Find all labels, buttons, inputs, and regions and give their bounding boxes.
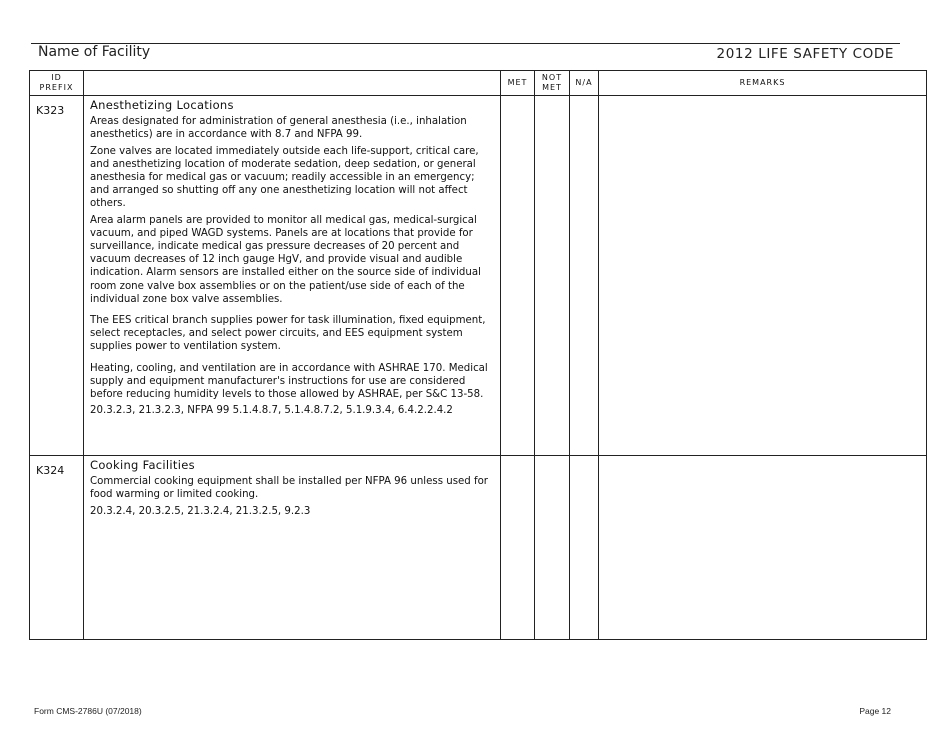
item-paragraph: Areas designated for administration of general anesthesia (i.e., inhalation anesthetics) are in accordance with 8.7 and NFPA 99. (90, 116, 467, 141)
facility-name-label: Name of Facility (38, 44, 151, 60)
col-na: N/A (570, 71, 599, 96)
col-description (84, 71, 501, 96)
header-rule (31, 43, 900, 44)
item-references: 20.3.2.3, 21.3.2.3, NFPA 99 5.1.4.8.7, 5.1.4.8.7.2, 5.1.9.3.4, 6.4.2.2.4.2 (90, 405, 453, 417)
item-paragraph: Commercial cooking equipment shall be installed per NFPA 96 unless used for food warming or limited cooking. (90, 476, 488, 501)
id-prefix-cell: K323 (30, 96, 84, 456)
na-cell[interactable] (570, 96, 599, 456)
page-number: Page 12 (859, 706, 891, 716)
met-cell[interactable] (501, 96, 535, 456)
item-paragraph: Zone valves are located immediately outside each life-support, critical care, and anesthetizing location of moderate sedation, deep sedation, or general anesthesia for medical gas or vacuum; readily accessible in an emergency; and arranged so shutting off any one anesthetizing location will not affect others. (90, 145, 479, 210)
remarks-cell[interactable] (599, 96, 927, 456)
code-title: 2012 LIFE SAFETY CODE (716, 46, 894, 62)
table-row (30, 456, 927, 640)
col-met: MET (501, 71, 535, 96)
not-met-cell[interactable] (535, 456, 570, 640)
item-references: 20.3.2.4, 20.3.2.5, 21.3.2.4, 21.3.2.5, 9.2.3 (90, 505, 311, 517)
id-prefix-cell: K324 (30, 456, 84, 640)
description-cell (84, 456, 501, 640)
table-header-row (30, 71, 927, 96)
item-paragraph: Area alarm panels are provided to monitor all medical gas, medical-surgical vacuum, and piped WAGD systems. Panels are at locations that provide for surveillance, indicate medical gas pressure decreases of 20 percent and vacuum decreases of 12 inch gauge HgV, and provide visual and audible indication. Alarm sensors are installed either on the source side of individual room zone valve box assemblies or on the patient/use side of each of the individual zone box valve assemblies. (90, 214, 481, 305)
description-cell (84, 96, 501, 456)
table-row (30, 96, 927, 456)
col-not-met: NOT MET (535, 71, 570, 96)
col-id-prefix: ID PREFIX (30, 71, 84, 96)
form-id: Form CMS-2786U (07/2018) (34, 706, 142, 716)
item-paragraph: The EES critical branch supplies power for task illumination, fixed equipment, select receptacles, and select power circuits, and EES equipment system supplies power to ventilation system. (90, 315, 486, 353)
item-paragraph: Heating, cooling, and ventilation are in accordance with ASHRAE 170. Medical supply and equipment manufacturer's instructions for use are considered before reducing humidity levels to those allowed by ASHRAE, per S&C 13-58. (90, 362, 488, 401)
remarks-cell[interactable] (599, 456, 927, 640)
col-remarks: REMARKS (599, 71, 927, 96)
item-title: Cooking Facilities (90, 458, 195, 472)
survey-table (29, 70, 927, 640)
na-cell[interactable] (570, 456, 599, 640)
item-title: Anesthetizing Locations (90, 98, 234, 112)
not-met-cell[interactable] (535, 96, 570, 456)
met-cell[interactable] (501, 456, 535, 640)
